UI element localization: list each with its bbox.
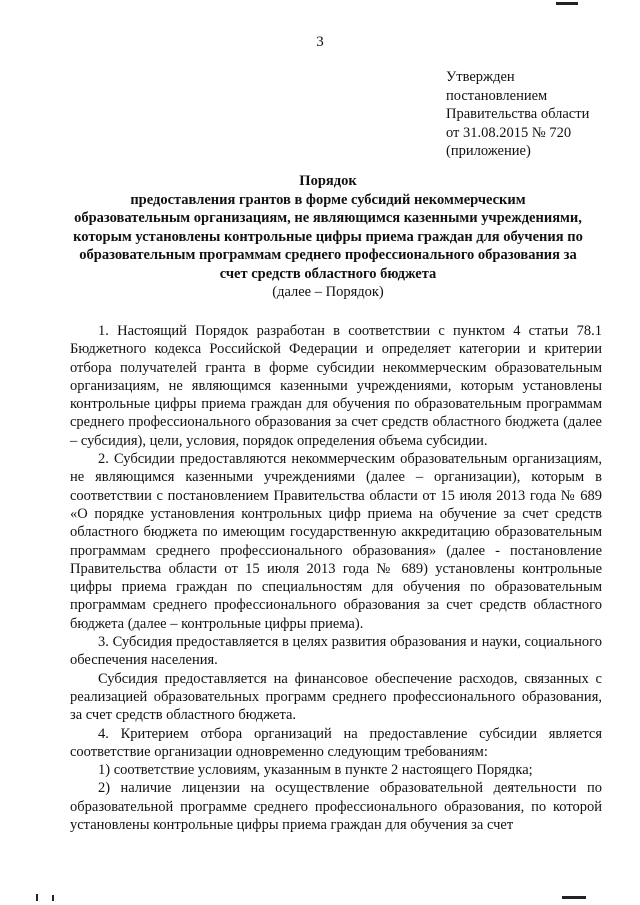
scan-mark — [556, 2, 578, 5]
paragraph: 3. Субсидия предоставляется в целях развития образования и науки, социального обеспечения населения. — [70, 634, 602, 669]
approval-line: от 31.08.2015 № 720 — [446, 124, 572, 141]
title-subtitle-line: которым установлены контрольные цифры приема граждан для обучения по — [73, 228, 583, 245]
paragraph: Субсидия предоставляется на финансовое обеспечение расходов, связанных с реализацией образовательных программ среднего профессионального образования, за счет средств областного бюджета. — [70, 670, 602, 724]
approval-line: Правительства области — [446, 106, 590, 122]
scan-mark — [52, 895, 54, 901]
scan-mark — [562, 896, 586, 899]
title-subtitle-line: образовательным организациям, не являющимся казенными учреждениями, — [74, 210, 582, 226]
paragraph: 1) соответствие условиям, указанным в пункте 2 настоящего Порядка; — [98, 762, 533, 779]
document-title — [48, 172, 608, 302]
title-subtitle-line: предоставления грантов в форме субсидий некоммерческим — [130, 191, 526, 208]
paragraph: 2) наличие лицензии на осуществление образовательной деятельности по образовательной программе среднего профессионального образования, по которой установлены контрольные цифры приема граждан для обучения за счет — [70, 780, 602, 834]
paragraph: 2. Субсидии предоставляются некоммерческим образовательным организациям, не являющимся казенными учреждениями (далее – организации), которым в соответствии с постановлением Правительства области от 15 июля 2013 года № 689 «О порядке установления контрольных цифр приема на обучение за счет средств областного бюджета по имеющим государственную аккредитацию образовательным программам среднего профессионального образования» (далее - постановление Правительства области от 15 июля 2013 года № 689) установлены контрольные цифры приема граждан по специальностям для обучения по образовательным программам среднего профессионального образования за счет средств областного бюджета (далее – контрольные цифры приема). — [70, 451, 602, 632]
approval-stamp — [446, 68, 589, 161]
title-subtitle-line: образовательным программам среднего профессионального образования за — [79, 247, 577, 263]
approval-line: Утвержден — [446, 69, 515, 85]
title-subtitle-line: счет средств областного бюджета — [219, 265, 437, 282]
title-note: (далее – Порядок) — [272, 284, 384, 300]
paragraph: 1. Настоящий Порядок разработан в соответствии с пунктом 4 статьи 78.1 Бюджетного кодекса Российской Федерации и определяет категории и критерии отбора получателей гранта в форме субсидии некоммерческим образовательным организациям, не являющимся казенными учреждениями, которым установлены контрольные цифры приема граждан для обучения по образовательным программам среднего профессионального образования за счет средств областного бюджета (далее – субсидия), цели, условия, порядок определения объема субсидии. — [70, 323, 602, 449]
page-number: 3 — [316, 34, 324, 50]
scan-mark — [36, 894, 38, 901]
document-body — [70, 322, 602, 834]
title-heading: Порядок — [299, 173, 357, 189]
approval-line: (приложение) — [446, 143, 531, 159]
paragraph: 4. Критерием отбора организаций на предоставление субсидии является соответствие организации одновременно следующим требованиям: — [70, 725, 602, 760]
approval-line: постановлением — [446, 87, 548, 104]
